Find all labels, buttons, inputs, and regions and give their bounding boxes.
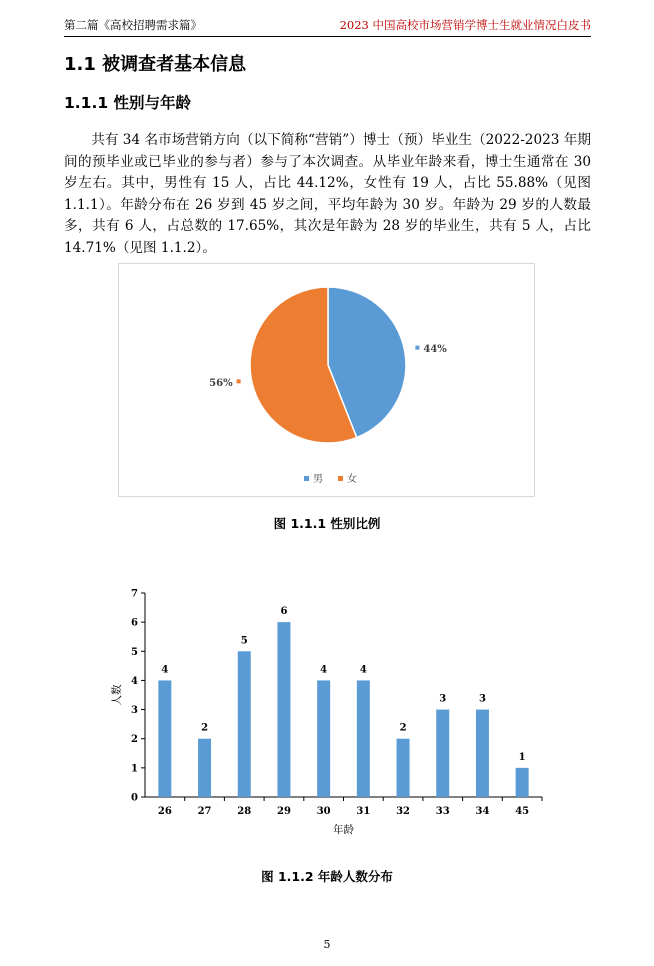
x-tick-label: 33 bbox=[435, 806, 450, 817]
bar-34 bbox=[476, 710, 489, 797]
y-axis-title: 人数 bbox=[111, 684, 123, 706]
x-tick-label: 30 bbox=[316, 806, 331, 817]
x-tick-label: 32 bbox=[396, 806, 411, 817]
x-tick-label: 26 bbox=[157, 806, 172, 817]
y-tick-label: 2 bbox=[131, 734, 138, 746]
bar-data-label: 4 bbox=[161, 664, 169, 676]
gender-pie-chart bbox=[118, 263, 535, 497]
pie-svg bbox=[119, 264, 534, 496]
x-tick-label: 34 bbox=[475, 806, 490, 817]
legend-swatch-0 bbox=[304, 476, 309, 481]
y-tick-label: 4 bbox=[131, 675, 138, 687]
bar-30 bbox=[317, 680, 330, 797]
bar-data-label: 4 bbox=[320, 664, 328, 676]
bar-data-label: 4 bbox=[359, 664, 367, 676]
bar-31 bbox=[357, 680, 370, 797]
figure2-caption: 图 1.1.2 年龄人数分布 bbox=[261, 869, 393, 884]
bar-28 bbox=[238, 651, 251, 797]
bar-data-label: 2 bbox=[201, 722, 209, 734]
legend-label-0: 男 bbox=[313, 474, 323, 485]
bar-data-label: 6 bbox=[280, 606, 288, 618]
bar-svg bbox=[100, 575, 560, 845]
page-number: 5 bbox=[323, 938, 331, 951]
section-title: 1.1 被调查者基本信息 bbox=[64, 54, 247, 75]
page-header bbox=[64, 16, 591, 37]
bar-45 bbox=[516, 768, 529, 797]
figure1-caption: 图 1.1.1 性别比例 bbox=[273, 516, 381, 531]
pie-label-marker-1 bbox=[237, 379, 241, 383]
x-axis-title: 年龄 bbox=[333, 824, 354, 836]
bar-data-label: 3 bbox=[439, 693, 447, 705]
body-paragraph: 共有 34 名市场营销方向（以下简称“营销”）博士（预）毕业生（2022-2023 年期间的预毕业或已毕业的参与者）参与了本次调查。从毕业年龄来看，博士生通常在 30 岁左右。其中，男性有 15 人，占比 44.12%，女性有 19 人，占比 55.88%（见图 1.1.1）。年龄分布在 26 岁到 45 岁之间，平均年龄为 30 岁。年龄为 29 岁的人数最多，共有 6 人，占总数的 17.65%，其次是年龄为 28 岁的毕业生，共有 5 人，占比 14.71%（见图 1.1.2）。 bbox=[64, 132, 591, 256]
bar-32 bbox=[397, 739, 410, 797]
x-tick-label: 28 bbox=[237, 806, 252, 817]
bar-data-label: 1 bbox=[518, 751, 526, 763]
y-tick-label: 6 bbox=[131, 617, 138, 629]
y-tick-label: 0 bbox=[131, 792, 138, 804]
pie-data-label-0: 44% bbox=[423, 344, 447, 356]
pie-data-label-1: 56% bbox=[209, 377, 233, 389]
y-tick-label: 3 bbox=[131, 705, 138, 717]
legend-swatch-1 bbox=[338, 476, 343, 481]
pie-label-marker-0 bbox=[415, 346, 419, 350]
header-left-text: 第二篇《高校招聘需求篇》 bbox=[64, 18, 202, 32]
bar-27 bbox=[198, 739, 211, 797]
bar-data-label: 2 bbox=[399, 722, 407, 734]
x-tick-label: 27 bbox=[197, 806, 212, 817]
y-tick-label: 5 bbox=[131, 646, 138, 658]
x-tick-label: 45 bbox=[515, 806, 530, 817]
header-right-text: 2023 中国高校市场营销学博士生就业情况白皮书 bbox=[339, 18, 591, 32]
legend-label-1: 女 bbox=[347, 474, 357, 485]
x-tick-label: 29 bbox=[276, 806, 291, 817]
y-tick-label: 1 bbox=[131, 763, 138, 775]
subsection-title: 1.1.1 性别与年龄 bbox=[64, 94, 192, 112]
y-tick-label: 7 bbox=[131, 588, 138, 600]
bar-29 bbox=[277, 622, 290, 797]
bar-data-label: 5 bbox=[240, 635, 248, 647]
bar-33 bbox=[436, 710, 449, 797]
bar-26 bbox=[158, 680, 171, 797]
bar-data-label: 3 bbox=[478, 693, 486, 705]
age-bar-chart bbox=[100, 575, 560, 845]
x-tick-label: 31 bbox=[356, 806, 371, 817]
